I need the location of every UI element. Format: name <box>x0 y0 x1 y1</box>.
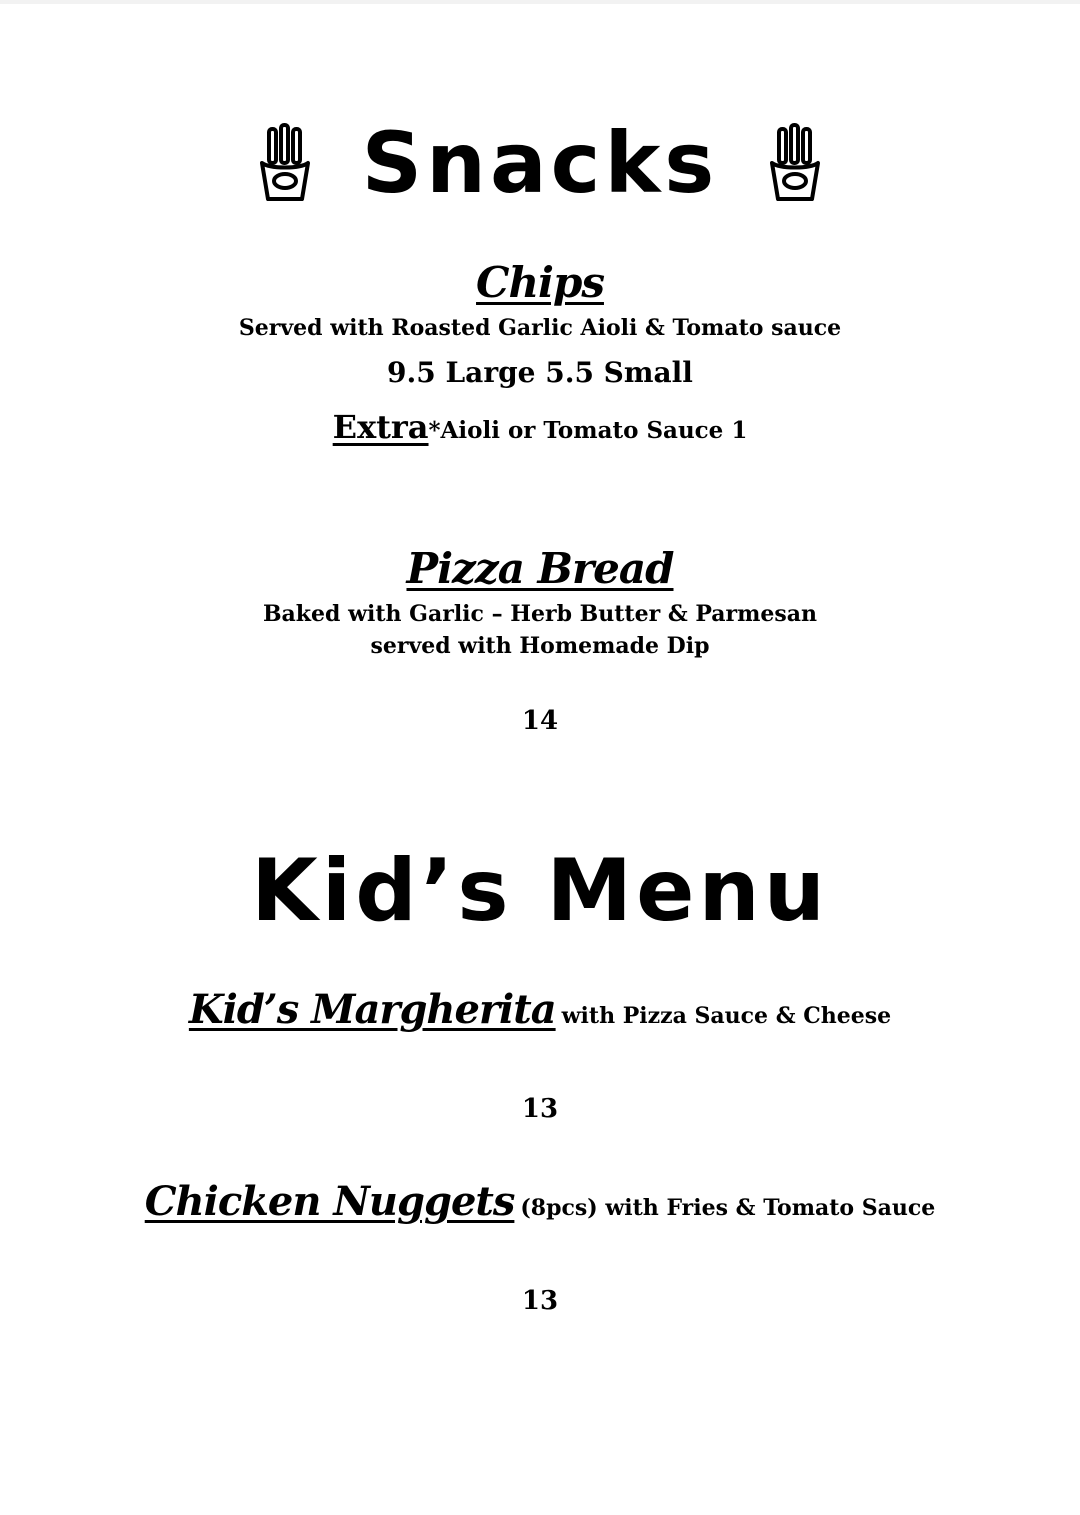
extra-text: *Aioli or Tomato Sauce 1 <box>428 417 748 444</box>
snacks-header <box>0 108 1080 218</box>
chips-extra <box>0 408 1080 446</box>
kids-margherita-description: with Pizza Sauce & Cheese <box>561 1003 892 1029</box>
chips-title: Chips <box>476 258 604 307</box>
chicken-nuggets-price: 13 <box>521 1286 559 1316</box>
chicken-nuggets-description: (8pcs) with Fries & Tomato Sauce <box>520 1195 936 1221</box>
chips-description: Served with Roasted Garlic Aioli & Tomato sauce <box>238 315 842 341</box>
snacks-title: Snacks <box>361 114 719 212</box>
kids-margherita-row <box>0 986 1080 1033</box>
chicken-nuggets-title: Chicken Nuggets <box>144 1178 515 1225</box>
kids-margherita-title: Kid’s Margherita <box>188 986 556 1033</box>
kids-margherita-price: 13 <box>521 1094 559 1124</box>
kids-menu-title: Kid’s Menu <box>251 841 829 941</box>
fries-icon <box>252 123 318 203</box>
pizza-bread-description-line2: served with Homemade Dip <box>370 633 710 659</box>
pizza-bread-title: Pizza Bread <box>406 544 674 593</box>
page-top-edge <box>0 0 1080 4</box>
chicken-nuggets-row <box>0 1178 1080 1225</box>
extra-label: Extra <box>332 408 429 446</box>
chips-price: 9.5 Large 5.5 Small <box>387 356 693 389</box>
pizza-bread-price: 14 <box>521 706 559 736</box>
fries-icon <box>762 123 828 203</box>
pizza-bread-description-line1: Baked with Garlic – Herb Butter & Parmesan <box>262 601 818 627</box>
